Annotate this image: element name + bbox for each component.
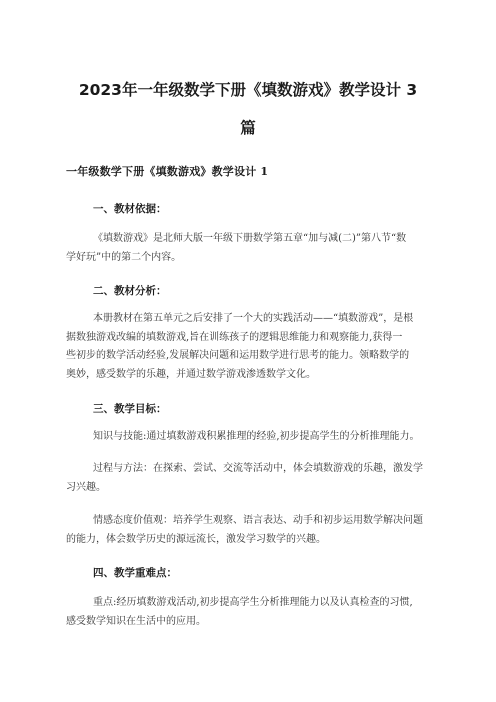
paragraph-line: 本册教材在第五单元之后安排了一个大的实践活动——“填数游戏”，是根 <box>93 313 414 324</box>
paragraph-line: 过程与方法：在探索、尝试、交流等活动中，体会填数游戏的乐趣，激发学 <box>93 463 423 474</box>
paragraph-line: 的能力，体会数学历史的源远流长，激发学习数学的兴趣。 <box>66 533 326 545</box>
paragraph-line: 据数独游戏改编的填数游戏,旨在训练孩子的逻辑思维能力和观察能力,获得一 <box>66 331 403 343</box>
document-title: 2023年一年级数学下册《填数游戏》教学设计 3 <box>78 81 418 99</box>
paragraph-basis <box>66 230 432 267</box>
paragraph-goals-process <box>66 460 432 497</box>
paragraph-line: 习兴趣。 <box>66 481 106 493</box>
paragraph-line: 些初步的数学活动经验,发展解决问题和运用数学进行思考的能力。领略数学的 <box>66 350 410 361</box>
article-subtitle: 一年级数学下册《填数游戏》教学设计 1 <box>66 165 269 178</box>
paragraph-keypoints <box>66 594 432 631</box>
paragraph-line: 感受数学知识在生活中的应用。 <box>66 615 206 627</box>
section-heading-keypoints: 四、教学重难点： <box>93 567 177 579</box>
paragraph-line: 知识与技能:通过填数游戏积累推理的经验,初步提高学生的分析推理能力。 <box>93 431 420 442</box>
paragraph-analysis <box>66 310 432 384</box>
paragraph-goals-knowledge <box>66 428 432 447</box>
paragraph-line: 奥妙，感受数学的乐趣，并通过数学游戏渗透数学文化。 <box>66 368 316 380</box>
section-heading-analysis: 二、教材分析： <box>93 285 167 297</box>
paragraph-line: 学好玩”中的第二个内容。 <box>66 251 182 263</box>
section-heading-goals: 三、教学目标： <box>93 403 167 415</box>
paragraph-line: 情感态度价值观：培养学生观察、语言表达、动手和初步运用数学解决问题 <box>93 515 423 526</box>
paragraph-line: 《填数游戏》是北师大版一年级下册数学第五章“加与减(二)”第八节“数 <box>93 233 407 244</box>
document-title-continued: 篇 <box>240 119 256 137</box>
paragraph-goals-attitude <box>66 512 432 549</box>
paragraph-line: 重点:经历填数游戏活动,初步提高学生分析推理能力以及认真检查的习惯, <box>93 597 413 608</box>
section-heading-basis: 一、教材依据： <box>93 203 167 215</box>
